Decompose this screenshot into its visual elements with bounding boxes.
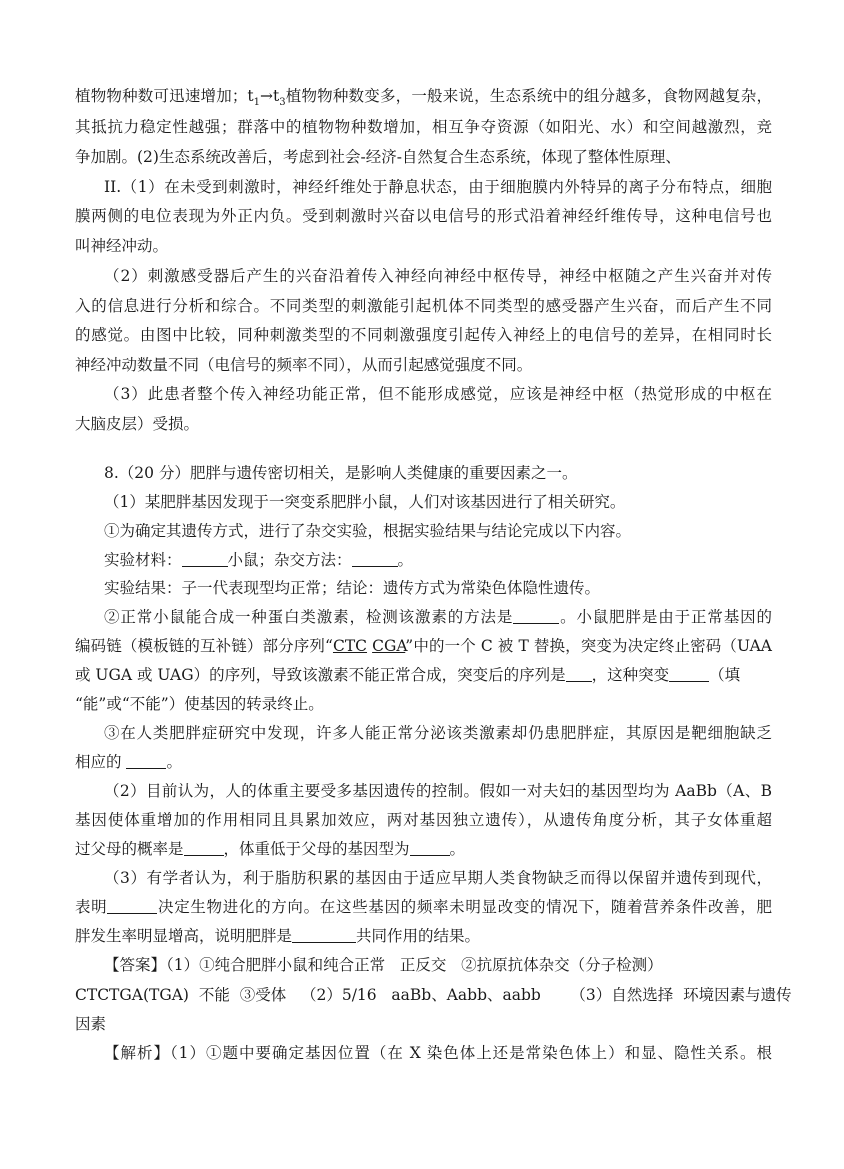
text-line: “能”或“不能”）使基因的转录终止。 — [75, 695, 324, 713]
text-line: 基因使体重增加的作用相同且具累加效应，两对基因独立遗传），从遗传角度分析，其子女体重超 — [75, 811, 772, 829]
text-line: ①为确定其遗传方式，进行了杂交实验，根据实验结果与结论完成以下内容。 — [104, 522, 632, 540]
blank — [513, 609, 559, 624]
blank — [126, 754, 166, 769]
text-line: 争加剧。(2)生态系统改善后，考虑到社会-经济-自然复合生态系统，体现了整体性原理、 — [75, 148, 681, 166]
text-line: 表明 决定生物进化的方向。在这些基因的频率未明显改变的情况下，随着营养条件改善，肥 — [75, 898, 772, 916]
answer-line: 【答案】（1）①纯合肥胖小鼠和纯合正常 正反交 ②抗原抗体杂交（分子检测） — [104, 956, 663, 974]
text-line: 实验结果：子一代表现型均正常；结论：遗传方式为常染色体隐性遗传。 — [104, 579, 601, 597]
text-line: 胖发生率明显增高，说明肥胖是 共同作用的结果。 — [75, 927, 481, 945]
blank — [669, 667, 709, 682]
text-line: 或 UGA 或 UAG）的序列，导致该激素不能正常合成，突变后的序列是 ，这种突变 （填 — [75, 666, 741, 684]
text-line: 神经冲动数量不同（电信号的频率不同），从而引起感觉强度不同。 — [75, 356, 533, 374]
text-line: 相应的 。 — [75, 753, 182, 771]
text-line: ③在人类肥胖症研究中发现，许多人能正常分泌该类激素却仍患肥胖症，其原因是靶细胞缺乏 — [104, 724, 772, 742]
answer-line: 因素 — [75, 1015, 107, 1033]
text-line: II.（1）在未受到刺激时，神经纤维处于静息状态，由于细胞膜内外特异的离子分布特点，细胞 — [104, 178, 772, 196]
blank — [566, 667, 592, 682]
analysis-line: 【解析】（1）①题中要确定基因位置（在 X 染色体上还是常染色体上）和显、隐性关系。根 — [104, 1044, 772, 1062]
text-line: ②正常小鼠能合成一种蛋白类激素，检测该激素的方法是 。小鼠肥胖是由于正常基因的 — [104, 608, 772, 626]
text-line: （1）某肥胖基因发现于一突变系肥胖小鼠，人们对该基因进行了相关研究。 — [104, 493, 626, 511]
text-line: （2）目前认为，人的体重主要受多基因遗传的控制。假如一对夫妇的基因型均为 AaBb（A、B — [104, 782, 772, 800]
blank — [410, 841, 450, 856]
text-line: 编码链（模板链的互补链）部分序列“CTC CGA”中的一个 C 被 T 替换，突变为决定终止密码（UAA — [75, 637, 772, 655]
text-line: 叫神经冲动。 — [75, 237, 169, 255]
answer-line: CTCTGA(TGA) 不能 ③受体 （2）5/16 aaBb、Aabb、aabb （3）自然选择 环境因素与遗传 — [75, 986, 792, 1004]
text-line: 大脑皮层）受损。 — [75, 415, 200, 433]
blank — [184, 841, 224, 856]
question-title: 8.（20 分）肥胖与遗传密切相关，是影响人类健康的重要因素之一。 — [104, 464, 578, 482]
text-line: 的感觉。由图中比较，同种刺激类型的不同刺激强度引起传入神经上的电信号的差异，在相同时长 — [75, 326, 772, 344]
blank — [182, 552, 228, 567]
text-line: （2）刺激感受器后产生的兴奋沿着传入神经向神经中枢传导，神经中枢随之产生兴奋并对传 — [104, 267, 772, 285]
text-line: 入的信息进行分析和综合。不同类型的刺激能引起机体不同类型的感受器产生兴奋，而后产生不同 — [75, 297, 772, 315]
text-line: 膜两侧的电位表现为外正内负。受到刺激时兴奋以电信号的形式沿着神经纤维传导，这种电信号也 — [75, 207, 772, 225]
text-line: （3）此患者整个传入神经功能正常，但不能形成感觉，应该是神经中枢（热觉形成的中枢在 — [104, 385, 772, 403]
text-line: 其抵抗力稳定性越强；群落中的植物物种数增加，相互争夺资源（如阳光、水）和空间越激烈，竞 — [75, 118, 772, 136]
blank — [352, 552, 398, 567]
text-line: 实验材料： 小鼠；杂交方法： 。 — [104, 551, 414, 569]
blank — [292, 928, 356, 943]
text-line: 植物物种数可迅速增加；$t_1\to t_3$植物物种数变多，一般来说，生态系统中的组分越多，食物网越复杂， — [75, 87, 772, 109]
text-line: 过父母的概率是 ，体重低于父母的基因型为 。 — [75, 840, 466, 858]
text-line: （3）有学者认为，利于脂肪积累的基因由于适应早期人类食物缺乏而得以保留并遗传到现代， — [104, 869, 772, 887]
blank — [107, 899, 157, 914]
